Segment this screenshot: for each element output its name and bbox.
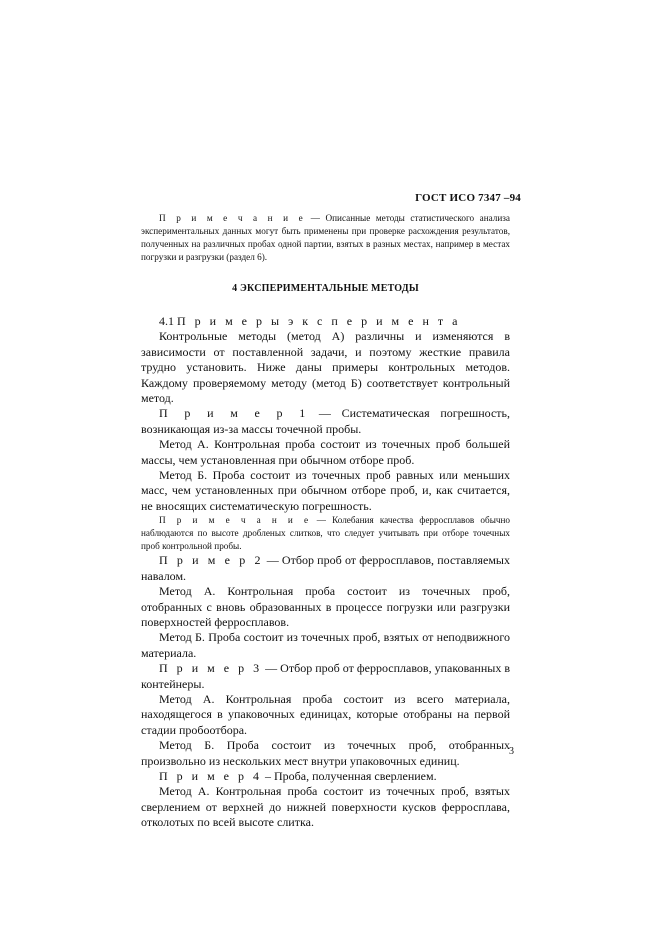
example-2-method-b: Метод Б. Проба состоит из точечных проб, взятых от неподвижного материала. [141,630,510,660]
note-2-paragraph [141,514,510,553]
page-number: 3 [509,746,514,757]
example-1-label: П р и м е р 1 [159,406,309,421]
example-3-text: — Отбор проб от ферросплавов, упакованных в контейнеры. [141,661,511,691]
intro-paragraph: Контрольные методы (метод А) различны и изменяются в зависимости от поставленной задачи, и поэтому жесткие правила трудно установить. Ниже даны примеры контрольных методов. Каждому проверяемому методу (метод Б) соответствует контрольный метод. [141,329,510,406]
subsection-number: 4.1 [159,314,177,328]
example-1-text: — Систематическая погрешность, возникающая из-за массы точечной пробы. [141,406,510,436]
subsection-title: П р и м е р ы э к с п е р и м е н т а [177,314,461,328]
note-2-label: П р и м е ч а н и е [159,515,311,526]
example-4-text: – Проба, полученная сверлением. [262,768,437,783]
example-3 [141,661,510,692]
example-4-method-a: Метод А. Контрольная проба состоит из точечных проб, взятых сверлением от верхней до нижней поверхности кусков ферросплава, отколотых по всей высоте слитка. [141,784,510,830]
example-1-method-a: Метод А. Контрольная проба состоит из точечных проб большей массы, чем установленная при обычном отборе проб. [141,437,510,467]
note-paragraph [141,212,510,264]
note-2-text: — Колебания качества ферросплавов обычно наблюдаются по высоте дробленых слитков, что следует учитывать при отборе точечных проб контрольной пробы. [141,515,510,552]
note-text: — Описанные методы статистического анализа экспериментальных данных могут быть применены при проверке расхождения результатов, полученных на различных пробах одной партии, взятых в разных местах, например в местах погрузки и разгрузки (раздел 6). [141,213,511,262]
example-3-method-b: Метод Б. Проба состоит из точечных проб, отобранных произвольно из нескольких мест внутри упаковочных единиц. [141,738,510,768]
subsection-heading [141,314,510,329]
example-2-label: П р и м е р 2 [159,553,264,568]
section-title: 4 ЭКСПЕРИМЕНТАЛЬНЫЕ МЕТОДЫ [232,283,419,294]
example-1 [141,406,510,437]
page-content [141,212,510,831]
example-4 [141,769,510,784]
document-header [415,192,521,204]
example-2 [141,553,510,584]
example-2-text: — Отбор проб от ферросплавов, поставляемых навалом. [141,553,510,583]
example-1-method-b: Метод Б. Проба состоит из точечных проб равных или меньших масс, чем установленных при обычном отборе проб, и, как считается, не вносящих систематическую погрешность. [141,468,510,513]
example-4-label: П р и м е р 4 [159,768,263,783]
note-label: П р и м е ч а н и е [159,213,306,223]
document-id: ГОСТ ИСО 7347 –94 [415,192,521,204]
example-3-method-a: Метод А. Контрольная проба состоит из всего материала, находящегося в упаковочных единицах, которые отобраны на первой стадии пробоотбора. [141,691,510,737]
example-2-method-a: Метод А. Контрольная проба состоит из точечных проб, отобранных с вновь образованных в процессе погрузки или разгрузки поверхностей ферросплавов. [141,584,510,629]
example-3-label: П р и м е р 3 [159,661,263,676]
